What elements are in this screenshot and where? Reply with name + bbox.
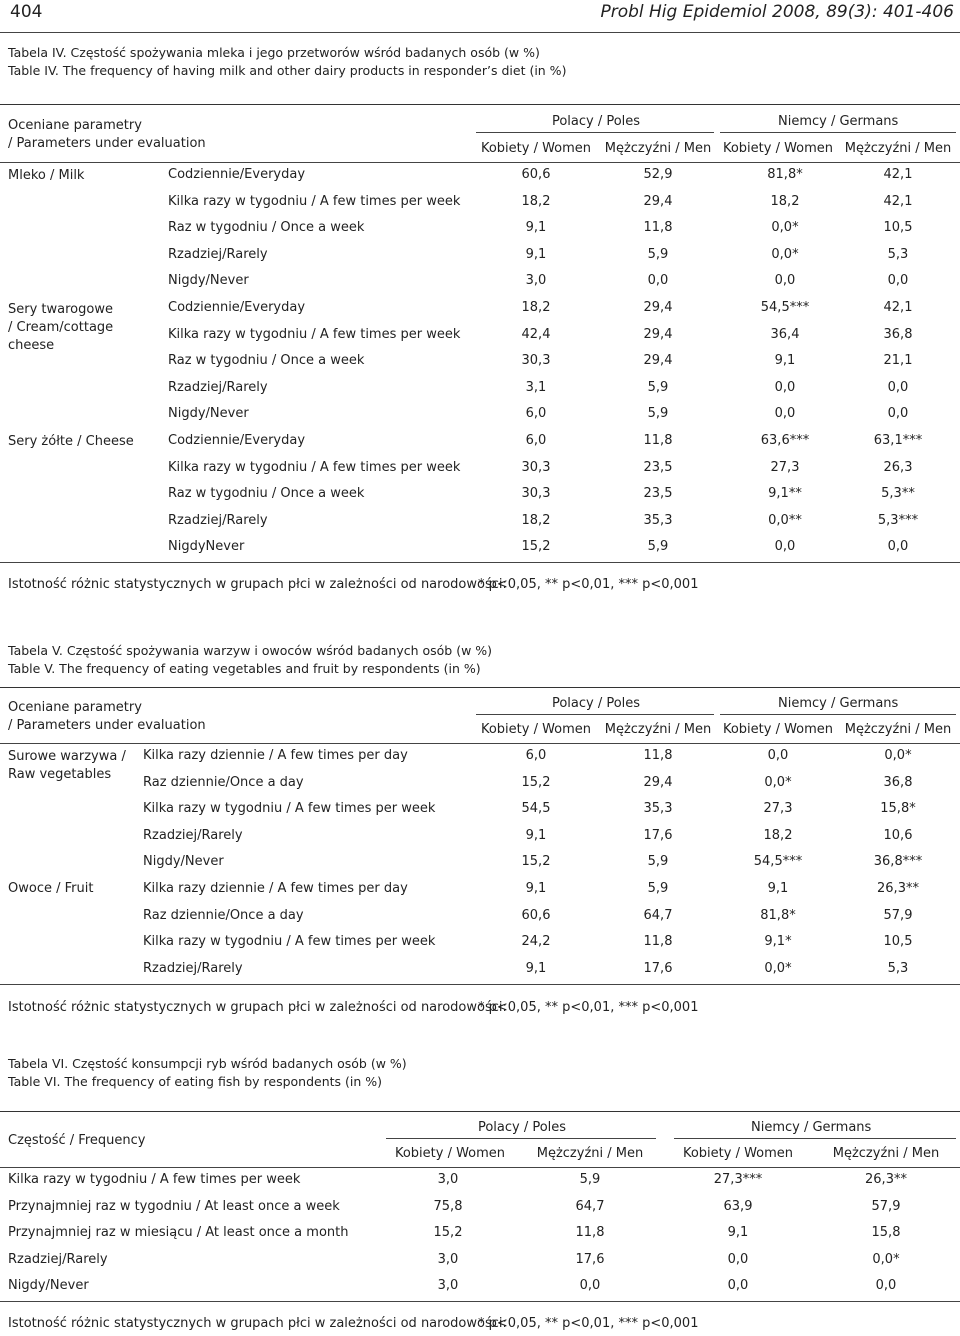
table4 (0, 104, 960, 600)
table5-caption (8, 642, 492, 678)
table-cell-value: 30,3 (521, 459, 551, 475)
table4-group-cottage: Sery twarogowe / Cream/cottage cheese (8, 302, 114, 353)
table-cell-value: 5,9 (647, 246, 669, 262)
table-cell-value: 35,3 (643, 512, 673, 528)
table-cell-value: 9,1 (525, 827, 547, 843)
table6-footnote (8, 1316, 699, 1331)
table-cell-value: 0,0 (774, 273, 796, 289)
table-row-label: Rzadziej/Rarely (168, 246, 268, 262)
table-cell-value: 9,1** (768, 486, 802, 502)
table-cell-value: 26,3** (877, 881, 919, 896)
table-cell-value: 5,9 (647, 539, 669, 555)
table4-top-rule (0, 104, 960, 105)
table5-header-rule (0, 743, 960, 744)
table5-param-en: / Parameters under evaluation (8, 718, 206, 733)
table5-footnote (8, 1000, 699, 1015)
table6-caption (8, 1055, 407, 1091)
table-cell-value: 29,4 (643, 193, 673, 209)
table-cell-value: 10,5 (883, 220, 913, 236)
table6-poles-rule (386, 1138, 656, 1139)
table4-footnote (8, 577, 699, 592)
table5-bottom-rule (0, 984, 960, 985)
table-cell-value: 5,3** (881, 486, 915, 502)
table-row-label: Codziennie/Everyday (168, 433, 306, 448)
table-row-label: Raz w tygodniu / Once a week (168, 353, 365, 369)
table-cell-value: 27,3*** (713, 1172, 763, 1187)
table-cell-value: 11,8 (575, 1225, 605, 1241)
table-cell-value: 6,0 (525, 748, 547, 763)
table-cell-value: 9,1 (727, 1225, 749, 1241)
table-cell-value: 18,2 (770, 193, 800, 209)
table-cell-value: 5,9 (647, 406, 669, 422)
table-cell-value: 0,0 (887, 539, 909, 555)
table-cell-value: 0,0 (887, 406, 909, 422)
table-cell-value: 9,1 (525, 246, 547, 262)
table-row-label: Rzadziej/Rarely (168, 379, 268, 395)
table6-bottom-rule (0, 1301, 960, 1302)
table-cell-value: 30,3 (521, 353, 551, 369)
table-cell-value: 29,4 (643, 326, 673, 342)
table-cell-value: 57,9 (871, 1198, 901, 1214)
table-cell-value: 36,4 (770, 326, 800, 342)
table4-poles-header: Polacy / Poles (551, 114, 641, 129)
table-cell-value: 36,8 (883, 326, 913, 342)
table-cell-value: 42,1 (883, 193, 913, 209)
table5-group-fruit: Owoce / Fruit (8, 881, 94, 896)
table-row-label: Codziennie/Everyday (168, 167, 306, 182)
table-cell-value: 15,2 (521, 774, 551, 790)
table-cell-value: 0,0 (579, 1278, 601, 1294)
table-cell-value: 29,4 (643, 300, 673, 315)
table-cell-value: 3,1 (525, 379, 547, 395)
table-cell-value: 26,3 (883, 459, 913, 475)
table5-germans-women: Kobiety / Women (722, 722, 834, 737)
table-cell-value: 52,9 (643, 167, 673, 182)
table-cell-value: 42,1 (883, 167, 913, 182)
table-cell-value: 18,2 (521, 512, 551, 528)
table-cell-value: 30,3 (521, 486, 551, 502)
table-cell-value: 0,0 (887, 273, 909, 289)
table-cell-value: 26,3** (865, 1172, 907, 1187)
table-cell-value: 0,0* (884, 748, 912, 763)
table-cell-value: 0,0 (875, 1278, 897, 1294)
table4-group-milk: Mleko / Milk (8, 168, 85, 183)
table-cell-value: 15,2 (521, 854, 551, 870)
table-cell-value: 11,8 (643, 220, 673, 236)
table-cell-value: 6,0 (525, 406, 547, 422)
table-row-label: Raz w tygodniu / Once a week (168, 486, 365, 502)
table-cell-value: 6,0 (525, 433, 547, 448)
table-cell-value: 3,0 (437, 1251, 459, 1267)
table6-germans-header: Niemcy / Germans (751, 1120, 872, 1135)
table-cell-value: 27,3 (763, 801, 793, 817)
table-cell-value: 0,0 (727, 1251, 749, 1267)
table-row-label: Rzadziej/Rarely (143, 960, 243, 976)
table-cell-value: 3,0 (437, 1278, 459, 1294)
table-cell-value: 18,2 (763, 827, 793, 843)
table-row-label: Nigdy/Never (168, 406, 249, 422)
table4-caption-en: Table IV. The frequency of having milk and other dairy products in responder’s diet (in %) (8, 63, 567, 78)
table-cell-value: 5,9 (647, 379, 669, 395)
table-cell-value: 23,5 (643, 459, 673, 475)
table-cell-value: 24,2 (521, 934, 551, 950)
table-cell-value: 64,7 (643, 907, 673, 923)
table6-germans-men: Mężczyźni / Men (832, 1146, 940, 1161)
table-cell-value: 0,0 (887, 379, 909, 395)
table-cell-value: 9,1 (525, 960, 547, 976)
table5-footnote-label: Istotność różnic statystycznych w grupach płci w zależności od narodowości: (8, 1000, 507, 1015)
table-row-label: Rzadziej/Rarely (168, 512, 268, 528)
table-cell-value: 9,1* (764, 934, 792, 950)
table-cell-value: 9,1 (774, 353, 796, 369)
table6-footnote-label: Istotność różnic statystycznych w grupach płci w zależności od narodowości: (8, 1316, 507, 1331)
table6-caption-en: Table VI. The frequency of eating fish by respondents (in %) (8, 1074, 383, 1089)
table-cell-value: 35,3 (643, 801, 673, 817)
page-header (0, 0, 960, 30)
table4-poles-men: Mężczyźni / Men (604, 141, 712, 156)
table-cell-value: 60,6 (521, 907, 551, 923)
table-cell-value: 23,5 (643, 486, 673, 502)
table-cell-value: 27,3 (770, 459, 800, 475)
table-cell-value: 29,4 (643, 353, 673, 369)
table-cell-value: 11,8 (643, 934, 673, 950)
table-row-label: Raz dziennie/Once a day (143, 907, 304, 923)
table-cell-value: 64,7 (575, 1198, 605, 1214)
table5-germans-men: Mężczyźni / Men (844, 722, 952, 737)
table4-param-en: / Parameters under evaluation (8, 136, 206, 151)
table-row-label: Raz dziennie/Once a day (143, 774, 304, 790)
table6-poles-women: Kobiety / Women (394, 1146, 506, 1161)
table5-footnote-significance: * p<0,05, ** p<0,01, *** p<0,001 (478, 1000, 699, 1015)
table-cell-value: 63,9 (723, 1198, 753, 1214)
table-cell-value: 9,1 (525, 220, 547, 236)
table6-header-rule (0, 1167, 960, 1168)
table5 (0, 687, 960, 1022)
table-cell-value: 3,0 (525, 273, 547, 289)
table-cell-value: 0,0* (764, 960, 792, 976)
table-cell-value: 0,0* (771, 220, 799, 236)
table-row-label: Kilka razy w tygodniu / A few times per week (168, 193, 461, 209)
table-row-label: Kilka razy dziennie / A few times per day (143, 748, 408, 763)
table5-top-rule (0, 687, 960, 688)
table-cell-value: 15,2 (433, 1225, 463, 1241)
table-cell-value: 0,0 (774, 406, 796, 422)
table-row-label: Przynajmniej raz w tygodniu / At least once a week (8, 1198, 340, 1214)
table4-group-cheese: Sery żółte / Cheese (8, 434, 134, 449)
table-cell-value: 5,3 (887, 960, 909, 976)
table4-footnote-label: Istotność różnic statystycznych w grupach płci w zależności od narodowości: (8, 577, 507, 592)
table6-germans-women: Kobiety / Women (682, 1146, 794, 1161)
table6-caption-pl: Tabela VI. Częstość konsumpcji ryb wśród badanych osób (w %) (8, 1056, 407, 1071)
table-cell-value: 36,8*** (873, 854, 923, 870)
table-cell-value: 0,0* (771, 246, 799, 262)
table-cell-value: 81,8* (767, 167, 803, 182)
table4-germans-header: Niemcy / Germans (778, 114, 899, 129)
table4-footnote-significance: * p<0,05, ** p<0,01, *** p<0,001 (478, 577, 699, 592)
table-row-label: Kilka razy w tygodniu / A few times per week (168, 326, 461, 342)
table-row-label: NigdyNever (168, 539, 245, 555)
table-cell-value: 0,0 (774, 539, 796, 555)
table-cell-value: 0,0 (774, 379, 796, 395)
table6-poles-header: Polacy / Poles (477, 1120, 567, 1135)
table-cell-value: 57,9 (883, 907, 913, 923)
table-row-label: Kilka razy w tygodniu / A few times per week (143, 934, 436, 950)
table-cell-value: 17,6 (643, 960, 673, 976)
table-row-label: Kilka razy w tygodniu / A few times per week (168, 459, 461, 475)
table4-germans-rule (720, 132, 956, 133)
table-cell-value: 0,0 (647, 273, 669, 289)
table-cell-value: 18,2 (521, 300, 551, 315)
table4-caption-pl: Tabela IV. Częstość spożywania mleka i jego przetworów wśród badanych osób (w %) (8, 45, 540, 60)
table-cell-value: 0,0 (727, 1278, 749, 1294)
page-number: 404 (10, 2, 43, 22)
table-cell-value: 9,1 (767, 881, 789, 896)
table-cell-value: 10,6 (883, 827, 913, 843)
table-cell-value: 63,1*** (873, 433, 923, 448)
table-cell-value: 3,0 (437, 1172, 459, 1187)
table-cell-value: 17,6 (643, 827, 673, 843)
table4-caption (8, 44, 566, 80)
table-row-label: Nigdy/Never (8, 1278, 89, 1294)
journal-citation: Probl Hig Epidemiol 2008, 89(3): 401-406 (600, 2, 954, 22)
table6-top-rule (0, 1111, 960, 1112)
table5-germans-rule (720, 714, 956, 715)
table-row-label: Kilka razy w tygodniu / A few times per week (8, 1172, 301, 1187)
table-cell-value: 54,5*** (753, 854, 803, 870)
table5-group-raw-vegetables: Surowe warzywa / Raw vegetables (8, 749, 126, 782)
table-row-label: Rzadziej/Rarely (143, 827, 243, 843)
table6-poles-men: Mężczyźni / Men (536, 1146, 644, 1161)
table-cell-value: 5,9 (647, 881, 669, 896)
table-cell-value: 63,6*** (760, 433, 810, 448)
table-row-label: Codziennie/Everyday (168, 300, 306, 315)
table5-poles-men: Mężczyźni / Men (604, 722, 712, 737)
table-cell-value: 54,5*** (760, 300, 810, 315)
table4-germans-women: Kobiety / Women (722, 141, 834, 156)
table-cell-value: 60,6 (521, 167, 551, 182)
table6-footnote-significance: * p<0,05, ** p<0,01, *** p<0,001 (478, 1316, 699, 1331)
table-cell-value: 18,2 (521, 193, 551, 209)
table-cell-value: 9,1 (525, 881, 547, 896)
table-row-label: Kilka razy w tygodniu / A few times per week (143, 801, 436, 817)
table-cell-value: 29,4 (643, 774, 673, 790)
table-cell-value: 36,8 (883, 774, 913, 790)
table4-poles-rule (476, 132, 714, 133)
table6-frequency-header: Częstość / Frequency (8, 1133, 146, 1148)
table-cell-value: 54,5 (521, 801, 551, 817)
table6 (0, 1111, 960, 1336)
table-cell-value: 0,0** (768, 512, 802, 528)
table-cell-value: 5,3*** (877, 512, 919, 528)
table-row-label: Rzadziej/Rarely (8, 1251, 108, 1267)
table-cell-value: 81,8* (760, 907, 796, 923)
table6-germans-rule (674, 1138, 956, 1139)
table-cell-value: 42,4 (521, 326, 551, 342)
table4-poles-women: Kobiety / Women (480, 141, 592, 156)
table5-poles-rule (476, 714, 714, 715)
table5-poles-women: Kobiety / Women (480, 722, 592, 737)
table-row-label: Raz w tygodniu / Once a week (168, 220, 365, 236)
table5-param-pl: Oceniane parametry (8, 700, 142, 715)
table-cell-value: 5,3 (887, 246, 909, 262)
table-cell-value: 11,8 (643, 433, 673, 448)
table5-caption-pl: Tabela V. Częstość spożywania warzyw i owoców wśród badanych osób (w %) (8, 643, 493, 658)
table-cell-value: 0,0* (764, 774, 792, 790)
table-cell-value: 75,8 (433, 1198, 463, 1214)
table-cell-value: 15,8 (871, 1225, 901, 1241)
table4-header-rule (0, 162, 960, 163)
table5-poles-header: Polacy / Poles (551, 696, 641, 711)
table-cell-value: 10,5 (883, 934, 913, 950)
header-rule (0, 32, 960, 33)
table4-param-pl: Oceniane parametry (8, 118, 142, 133)
table-row-label: Nigdy/Never (168, 273, 249, 289)
table-cell-value: 21,1 (883, 353, 913, 369)
table-row-label: Nigdy/Never (143, 854, 224, 870)
table-row-label: Kilka razy dziennie / A few times per day (143, 881, 408, 896)
table4-germans-men: Mężczyźni / Men (844, 141, 952, 156)
table-cell-value: 15,8* (880, 801, 916, 817)
table-row-label: Przynajmniej raz w miesiącu / At least once a month (8, 1225, 349, 1241)
table-cell-value: 17,6 (575, 1251, 605, 1267)
table-cell-value: 15,2 (521, 539, 551, 555)
table-cell-value: 0,0* (872, 1251, 900, 1267)
table-cell-value: 42,1 (883, 300, 913, 315)
table-cell-value: 5,9 (579, 1172, 601, 1187)
table-cell-value: 0,0 (767, 748, 789, 763)
table-cell-value: 11,8 (643, 748, 673, 763)
table5-germans-header: Niemcy / Germans (778, 696, 899, 711)
table-cell-value: 5,9 (647, 854, 669, 870)
table4-bottom-rule (0, 562, 960, 563)
table5-caption-en: Table V. The frequency of eating vegetables and fruit by respondents (in %) (8, 661, 481, 676)
